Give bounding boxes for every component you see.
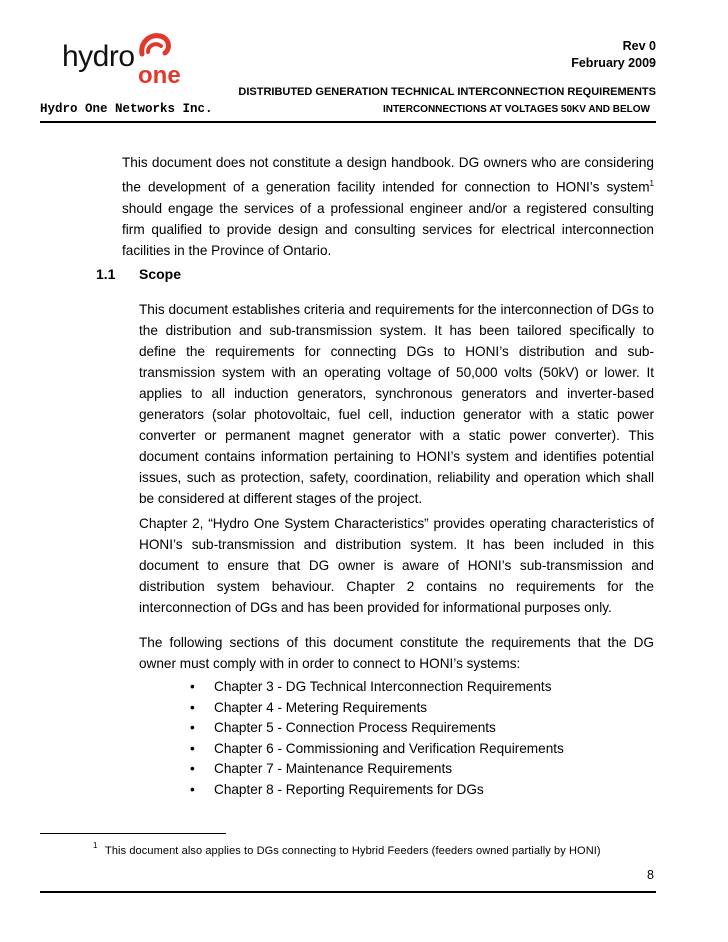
scope-paragraph-3: The following sections of this document constitute the requirements that the DG owner must comply with in order to connect to HONI’s systems: [139, 635, 654, 671]
bullet-icon: • [190, 699, 195, 715]
intro-text-part-2: should engage the services of a professional engineer and/or a registered consulting firm qualified to provide design and consulting services for electrical interconnection facilities in the Province of Ontario. [122, 200, 654, 258]
list-item [190, 698, 564, 719]
revision-date: February 2009 [571, 56, 656, 70]
logo-swirl-icon [136, 32, 172, 66]
list-item [190, 718, 564, 739]
page-number: 8 [647, 868, 654, 882]
list-item [190, 739, 564, 760]
bullet-icon: • [190, 720, 195, 735]
footnote-mark: 1 [93, 841, 98, 850]
list-item-text: Chapter 4 - Metering Requirements [214, 699, 428, 715]
intro-paragraph [122, 152, 654, 261]
scope-paragraph-2: Chapter 2, “Hydro One System Characteristics” provides operating characteristics of HONI’s sub-transmission and distribution system. It has been included in this document to ensure that DG owner is aware of HONI’s sub-transmission and distribution system behaviour. Chapter 2 contains no requirements for the interconnection of DGs and has been provided for informational purposes only. [139, 516, 654, 615]
intro-text-part-1: This document does not constitute a design handbook. DG owners who are considering the development of a generation facility intended for connection to HONI’s system [122, 155, 654, 195]
page-header [40, 0, 656, 126]
footnote-reference: 1 [649, 179, 654, 188]
bullet-icon: • [190, 781, 195, 797]
document-subtitle: INTERCONNECTIONS AT VOLTAGES 50KV AND BELOW [382, 104, 650, 115]
header-rule [40, 121, 656, 123]
list-item [190, 677, 564, 698]
bullet-icon: • [190, 740, 195, 756]
section-title: Scope [139, 266, 182, 282]
company-name: Hydro One Networks Inc. [40, 102, 213, 116]
logo-wordmark-hydro: hydro [62, 40, 135, 73]
logo-wordmark-one: one [138, 62, 181, 89]
section-number: 1.1 [96, 266, 116, 282]
document-title: DISTRIBUTED GENERATION TECHNICAL INTERCONNECTION REQUIREMENTS [238, 86, 656, 98]
scope-paragraph-1: This document establishes criteria and requirements for the interconnection of DGs to the distribution and sub-transmission system. It has been tailored specifically to define the requirements for connecting DGs to HONI’s distribution and sub-transmission system with an operating voltage of 50,000 volts (50kV) or lower. It applies to all induction generators, synchronous generators and inverter-based generators (solar photovoltaic, fuel cell, induction generator with a static power converter or permanent magnet generator with a static power converter). This document contains information pertaining to HONI’s system and identifies potential issues, such as protection, safety, coordination, reliability and operation which shall be considered at different stages of the project. [139, 302, 654, 506]
footer-rule [40, 891, 656, 893]
list-item-text: Chapter 5 - Connection Process Requirements [214, 720, 496, 735]
list-item [190, 780, 564, 801]
hydro-one-logo [62, 26, 192, 89]
list-item-text: Chapter 3 - DG Technical Interconnection Requirements [214, 679, 552, 694]
list-item-text: Chapter 6 - Commissioning and Verification Requirements [214, 740, 564, 756]
list-item-text: Chapter 7 - Maintenance Requirements [214, 761, 453, 776]
revision-block [571, 38, 656, 72]
footnote-rule [40, 833, 226, 834]
list-item-text: Chapter 8 - Reporting Requirements for DGs [214, 781, 484, 797]
bullet-icon: • [190, 761, 195, 776]
bullet-icon: • [190, 679, 195, 694]
chapter-list [190, 677, 564, 800]
footnote-text: This document also applies to DGs connecting to Hybrid Feeders (feeders owned partially by HONI) [105, 845, 601, 857]
list-item [190, 759, 564, 780]
revision-label: Rev 0 [622, 39, 656, 53]
